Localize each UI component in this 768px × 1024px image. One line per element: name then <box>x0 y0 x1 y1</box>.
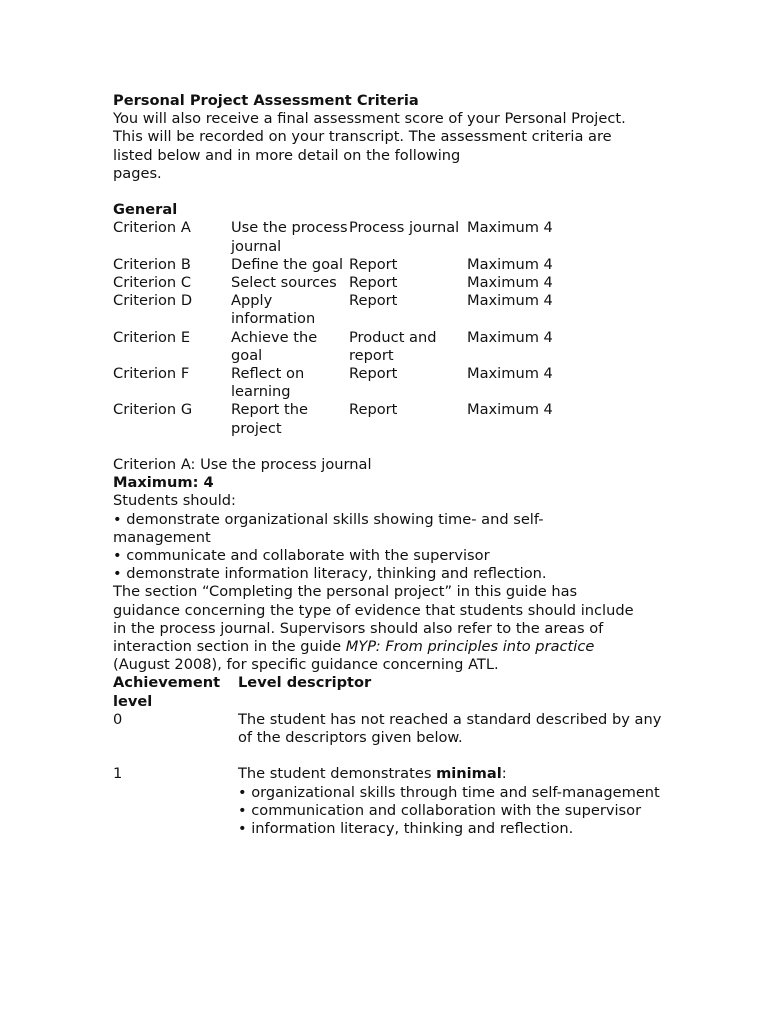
level-descriptor <box>238 765 688 838</box>
criterion-max: Maximum 4 <box>467 255 553 273</box>
intro-line: pages. <box>113 164 162 182</box>
table-row <box>113 329 587 365</box>
achievement-level-header <box>113 674 238 710</box>
bullet-item: • communication and collaboration with the supervisor <box>238 801 642 819</box>
criterion-evidence: Report <box>349 274 398 292</box>
table-row <box>113 401 587 437</box>
criterion-name: Achieve the goal <box>231 328 318 364</box>
spacer <box>238 747 688 765</box>
bullet-item: • organizational skills through time and self-management <box>238 783 660 801</box>
descriptor-line: The student has not reached a standard described by any <box>238 710 662 728</box>
criterion-a-heading: Criterion A: Use the process journal <box>113 456 372 474</box>
students-should-label: Students should: <box>113 492 236 510</box>
section-line <box>113 638 733 656</box>
header-line: level <box>113 692 153 710</box>
criterion-label: Criterion E <box>113 328 191 346</box>
header-line: Achievement <box>113 674 221 692</box>
table-row <box>113 292 587 328</box>
intro-line: listed below and in more detail on the following <box>113 146 461 164</box>
document-page <box>113 92 733 838</box>
criterion-evidence: Product and report <box>349 328 437 364</box>
criterion-name: Apply information <box>231 292 316 328</box>
level-value: 1 <box>113 765 123 783</box>
level-value: 0 <box>113 710 123 728</box>
table-row <box>113 256 587 274</box>
criterion-name: Define the goal <box>231 255 344 273</box>
spacer <box>113 438 733 456</box>
intro-paragraph <box>113 110 733 183</box>
intro-line: This will be recorded on your transcript. The assessment criteria are <box>113 128 612 146</box>
table-header-row <box>113 674 688 710</box>
criterion-a-maximum: Maximum: 4 <box>113 474 214 492</box>
criterion-max: Maximum 4 <box>467 365 553 383</box>
criterion-evidence: Report <box>349 292 398 310</box>
general-heading: General <box>113 201 178 219</box>
bullet-item: • demonstrate information literacy, thinking and reflection. <box>113 565 547 583</box>
intro-line: You will also receive a final assessment score of your Personal Project. <box>113 110 626 128</box>
document-title: Personal Project Assessment Criteria <box>113 92 419 109</box>
section-line-text: interaction section in the guide <box>113 638 346 656</box>
descriptor-line <box>238 765 688 783</box>
section-line: in the process journal. Supervisors should also refer to the areas of <box>113 619 604 637</box>
criterion-name: Select sources <box>231 274 337 292</box>
table-row <box>113 274 587 292</box>
criterion-evidence: Report <box>349 255 398 273</box>
criterion-name: Reflect on learning <box>231 365 305 401</box>
bullet-item: • demonstrate organizational skills showing time- and self- <box>113 510 544 528</box>
descriptor-text: : <box>501 765 507 783</box>
criteria-table <box>113 219 587 437</box>
criterion-max: Maximum 4 <box>467 401 553 419</box>
section-line: guidance concerning the type of evidence that students should include <box>113 601 634 619</box>
criterion-label: Criterion A <box>113 219 191 237</box>
bullet-item: • communicate and collaborate with the supervisor <box>113 547 490 565</box>
criterion-name: Use the process journal <box>231 219 348 255</box>
bullet-item: • information literacy, thinking and reflection. <box>238 820 574 838</box>
criterion-evidence: Process journal <box>349 219 460 237</box>
spacer <box>113 183 733 201</box>
criterion-evidence: Report <box>349 365 398 383</box>
criterion-label: Criterion B <box>113 255 191 273</box>
bullet-item: management <box>113 528 211 546</box>
criterion-a-section <box>113 456 733 674</box>
table-row <box>113 365 587 401</box>
criterion-max: Maximum 4 <box>467 292 553 310</box>
criterion-max: Maximum 4 <box>467 328 553 346</box>
section-line: (August 2008), for specific guidance concerning ATL. <box>113 656 499 674</box>
level-descriptor-header: Level descriptor <box>238 674 372 692</box>
descriptor-line: of the descriptors given below. <box>238 729 463 747</box>
guide-title: MYP: From principles into practice <box>345 638 595 656</box>
criterion-label: Criterion C <box>113 274 192 292</box>
table-row <box>113 219 587 255</box>
criterion-label: Criterion G <box>113 401 193 419</box>
section-line: The section “Completing the personal project” in this guide has <box>113 583 578 601</box>
achievement-table <box>113 674 688 838</box>
criterion-name: Report the project <box>231 401 308 437</box>
criterion-evidence: Report <box>349 401 398 419</box>
level-descriptor <box>238 711 688 766</box>
descriptor-emphasis: minimal <box>436 765 502 783</box>
criterion-max: Maximum 4 <box>467 274 553 292</box>
table-row <box>113 711 688 766</box>
table-row <box>113 765 688 838</box>
criterion-max: Maximum 4 <box>467 219 553 237</box>
criterion-label: Criterion D <box>113 292 193 310</box>
criterion-label: Criterion F <box>113 365 190 383</box>
descriptor-text: The student demonstrates <box>238 765 437 783</box>
